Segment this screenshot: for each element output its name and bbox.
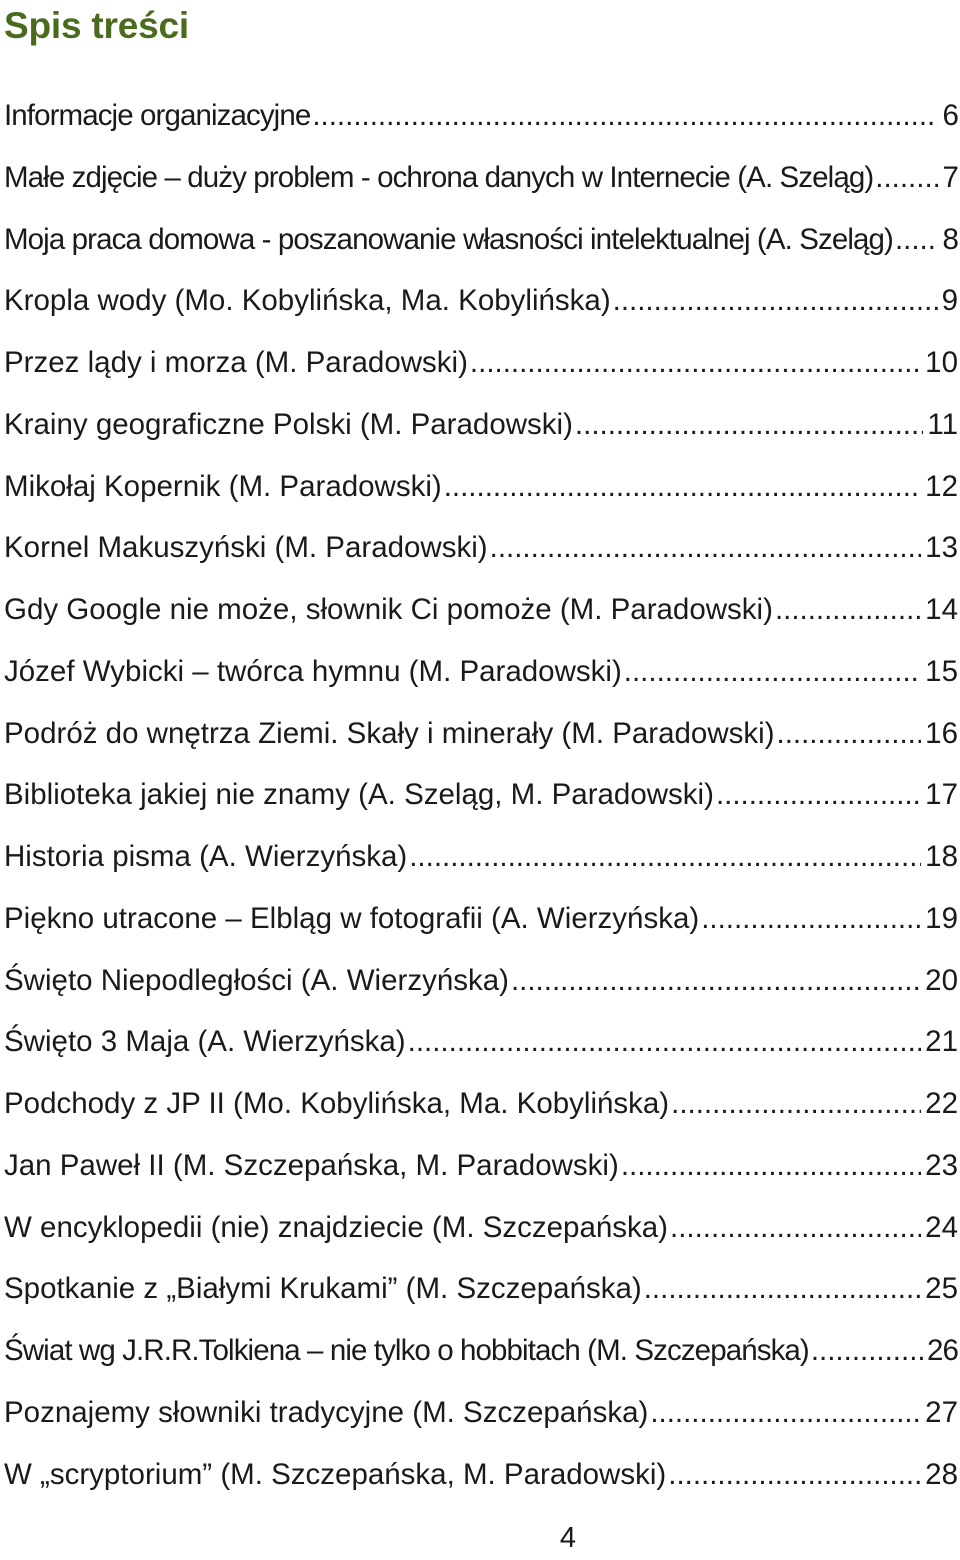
toc-entry[interactable] [4, 216, 958, 278]
toc-entry[interactable] [4, 1451, 958, 1513]
toc-entry-title: Historia pisma (A. Wierzyńska) [4, 840, 408, 873]
toc-leader-dots [775, 586, 921, 634]
toc-entry-title: Podróż do wnętrza Ziemi. Skały i minerały (M. Paradowski) [4, 716, 775, 750]
toc-leader-dots [312, 92, 938, 140]
toc-entry-page: 22 [925, 1087, 958, 1120]
toc-entry[interactable] [4, 339, 958, 401]
toc-entry-title: Podchody z JP II (Mo. Kobylińska, Ma. Kobylińska) [4, 1087, 670, 1120]
toc-entry-title: Kornel Makuszyński (M. Paradowski) [4, 531, 488, 565]
toc-leader-dots [668, 1451, 921, 1499]
toc-entry[interactable] [4, 586, 958, 648]
toc-entry-title: Gdy Google nie może, słownik Ci pomoże (M. Paradowski) [4, 593, 773, 626]
toc-entry-page: 12 [925, 469, 958, 503]
toc-entry-title: Kropla wody (Mo. Kobylińska, Ma. Kobylińska) [4, 284, 611, 318]
toc-leader-dots [409, 833, 921, 881]
page-title: Spis treści [4, 5, 189, 46]
toc-entry-title: Józef Wybicki – twórca hymnu (M. Paradowski) [4, 654, 622, 688]
toc-entry-page: 20 [925, 963, 958, 997]
toc-entry-page: 10 [925, 346, 958, 379]
toc-entry-page: 27 [925, 1395, 958, 1429]
toc-entry-title: Jan Paweł II (M. Szczepańska, M. Paradowski) [4, 1148, 619, 1182]
toc-entry[interactable] [4, 401, 958, 463]
table-of-contents [4, 92, 958, 1512]
toc-entry-page: 16 [925, 716, 958, 750]
toc-leader-dots [575, 401, 923, 449]
toc-entry-title: Piękno utracone – Elbląg w fotografii (A. Wierzyńska) [4, 901, 700, 935]
toc-entry-page: 25 [925, 1272, 958, 1306]
toc-leader-dots [470, 339, 921, 387]
toc-entry-title: Święto 3 Maja (A. Wierzyńska) [4, 1025, 406, 1059]
toc-leader-dots [408, 1018, 922, 1066]
toc-entry[interactable] [4, 648, 958, 710]
toc-leader-dots [777, 710, 922, 758]
toc-entry-page: 21 [925, 1025, 958, 1059]
toc-entry[interactable] [4, 1204, 958, 1266]
toc-leader-dots [511, 957, 921, 1005]
toc-entry[interactable] [4, 1142, 958, 1204]
toc-entry-title: Spotkanie z „Białymi Krukami” (M. Szczepańska) [4, 1272, 642, 1306]
toc-entry-title: Biblioteka jakiej nie znamy (A. Szeląg, M. Paradowski) [4, 778, 714, 812]
toc-entry-title: Poznajemy słowniki tradycyjne (M. Szczepańska) [4, 1395, 649, 1429]
toc-entry-title: Świat wg J.R.R.Tolkiena – nie tylko o hobbitach (M. Szczepańska) [4, 1334, 809, 1367]
toc-entry[interactable] [4, 1265, 958, 1327]
toc-leader-dots [875, 154, 938, 202]
toc-leader-dots [650, 1389, 921, 1437]
toc-entry[interactable] [4, 92, 958, 154]
toc-entry-page: 26 [926, 1334, 958, 1367]
toc-leader-dots [716, 771, 921, 819]
toc-entry[interactable] [4, 154, 958, 216]
toc-entry-page: 18 [925, 840, 958, 873]
toc-entry-page: 7 [942, 160, 958, 194]
toc-entry[interactable] [4, 1389, 958, 1451]
toc-entry-page: 19 [925, 901, 958, 935]
page-number: 4 [559, 1522, 577, 1554]
toc-entry-title: Mikołaj Kopernik (M. Paradowski) [4, 469, 442, 503]
toc-entry[interactable] [4, 957, 958, 1019]
toc-entry[interactable] [4, 895, 958, 957]
toc-leader-dots [444, 463, 921, 511]
toc-entry-title: Informacje organizacyjne [4, 99, 311, 132]
toc-entry-page: 23 [925, 1148, 958, 1182]
toc-entry-title: Święto Niepodległości (A. Wierzyńska) [4, 963, 509, 997]
toc-entry-title: Krainy geograficzne Polski (M. Paradowski) [4, 407, 573, 441]
toc-leader-dots [613, 277, 938, 325]
toc-leader-dots [895, 216, 939, 264]
toc-entry[interactable] [4, 833, 958, 895]
toc-entry-title: Moja praca domowa - poszanowanie własności intelektualnej (A. Szeląg) [4, 222, 893, 256]
toc-entry[interactable] [4, 463, 958, 525]
toc-entry-title: W encyklopedii (nie) znajdziecie (M. Szczepańska) [4, 1210, 669, 1244]
toc-leader-dots [670, 1204, 921, 1252]
toc-leader-dots [490, 524, 922, 572]
toc-entry[interactable] [4, 1327, 958, 1389]
toc-entry-page: 24 [925, 1210, 958, 1244]
toc-entry-page: 15 [925, 654, 958, 688]
toc-entry[interactable] [4, 524, 958, 586]
toc-entry-page: 14 [925, 593, 958, 626]
toc-entry-title: Przez lądy i morza (M. Paradowski) [4, 346, 468, 379]
toc-entry-page: 28 [925, 1457, 958, 1491]
toc-entry[interactable] [4, 771, 958, 833]
toc-entry-page: 11 [927, 407, 958, 441]
toc-leader-dots [621, 1142, 921, 1190]
toc-entry-page: 9 [941, 284, 958, 318]
toc-entry-title: W „scryptorium” (M. Szczepańska, M. Paradowski) [4, 1457, 667, 1491]
toc-leader-dots [701, 895, 921, 943]
toc-entry-page: 17 [925, 778, 958, 812]
toc-entry-title: Małe zdjęcie – duży problem - ochrona danych w Internecie (A. Szeląg) [4, 160, 874, 194]
toc-leader-dots [671, 1080, 921, 1128]
toc-leader-dots [644, 1265, 921, 1313]
toc-entry-page: 6 [942, 99, 958, 132]
toc-leader-dots [811, 1327, 923, 1375]
toc-entry-page: 8 [942, 222, 958, 256]
toc-entry[interactable] [4, 1018, 958, 1080]
toc-leader-dots [624, 648, 921, 696]
toc-entry[interactable] [4, 277, 958, 339]
toc-entry-page: 13 [925, 531, 958, 565]
toc-entry[interactable] [4, 1080, 958, 1142]
toc-entry[interactable] [4, 710, 958, 772]
